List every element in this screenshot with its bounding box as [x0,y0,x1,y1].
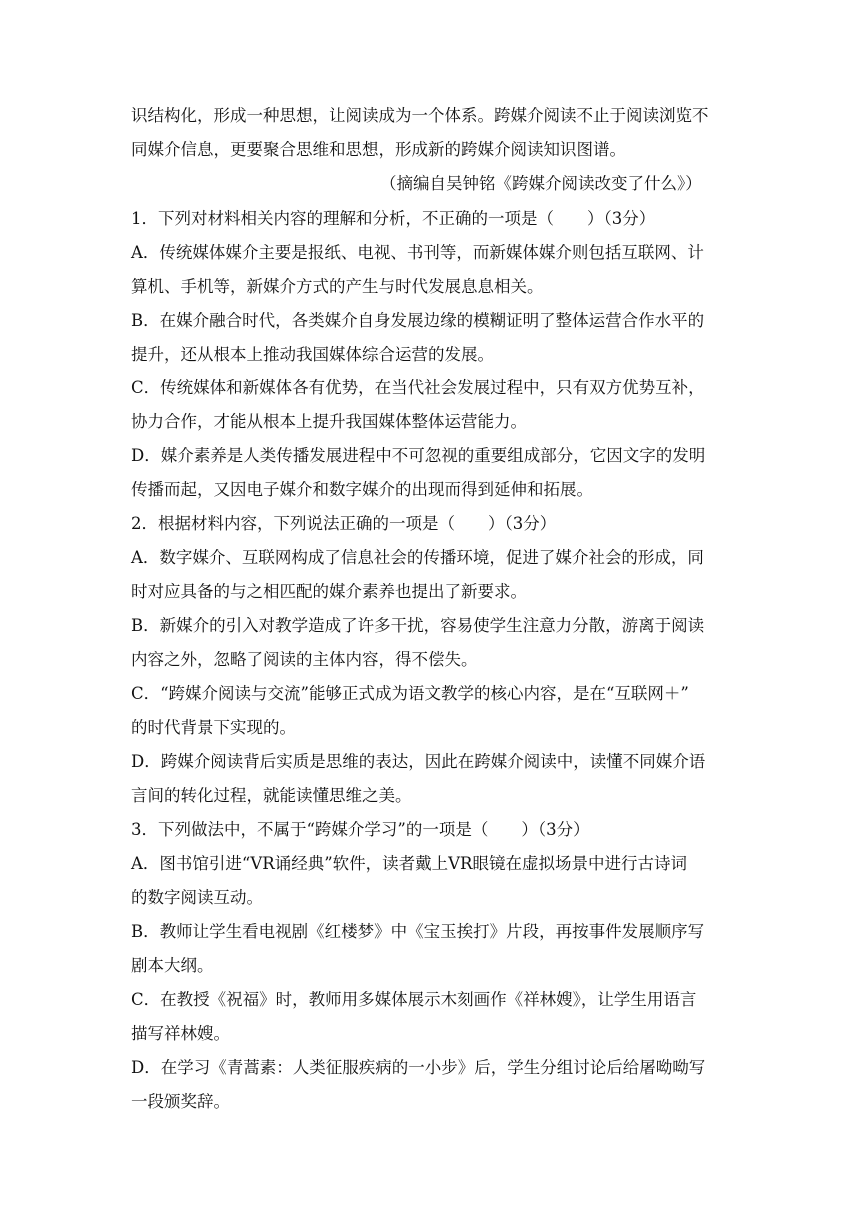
question-1-option-a: 算机、手机等，新媒介方式的产生与时代发展息息相关。 [131,277,544,296]
question-3-option-b: B．教师让学生看电视剧《红楼梦》中《宝玉挨打》片段，再按事件发展顺序写 [131,922,705,941]
intro-line: 同媒介信息，更要聚合思维和思想，形成新的跨媒介阅读知识图谱。 [131,140,626,159]
question-3-stem: 3．下列做法中，不属于“跨媒介学习”的一项是（ ）（3分） [131,820,590,839]
question-3-option-c: 描写祥林嫂。 [131,1024,230,1043]
question-2-option-a: A．数字媒介、互联网构成了信息社会的传播环境，促进了媒介社会的形成，同 [131,548,704,567]
question-1-option-b: B．在媒介融合时代，各类媒介自身发展边缘的模糊证明了整体运营合作水平的 [131,311,705,330]
question-1-option-c: 协力合作，才能从根本上提升我国媒体整体运营能力。 [131,412,527,431]
question-3-option-c: C．在教授《祝福》时，教师用多媒体展示木刻画作《祥林嫂》，让学生用语言 [131,990,697,1009]
question-1-option-d: 传播而起，又因电子媒介和数字媒介的出现而得到延伸和拓展。 [131,480,593,499]
question-1-option-b: 提升，还从根本上推动我国媒体综合运营的发展。 [131,345,494,364]
question-3-option-d: 一段颁奖辞。 [131,1092,230,1111]
question-2-option-d: D．跨媒介阅读背后实质是思维的表达，因此在跨媒介阅读中，读懂不同媒介语 [131,752,706,771]
question-2-option-d: 言间的转化过程，就能读懂思维之美。 [131,786,412,805]
question-3-option-d: D．在学习《青蒿素：人类征服疾病的一小步》后，学生分组讨论后给屠呦呦写 [131,1058,706,1077]
question-3-option-a: A．图书馆引进“VR诵经典”软件，读者戴上VR眼镜在虚拟场景中进行古诗词 [131,854,687,873]
question-1-option-a: A．传统媒体媒介主要是报纸、电视、书刊等，而新媒体媒介则包括互联网、计 [131,243,704,262]
question-3-option-a: 的数字阅读互动。 [131,888,263,907]
question-3-option-b: 剧本大纲。 [131,956,214,975]
question-1-option-c: C．传统媒体和新媒体各有优势，在当代社会发展过程中，只有双方优势互补， [131,378,705,397]
question-1-stem: 1．下列对材料相关内容的理解和分析，不正确的一项是（ ）（3分） [131,209,656,228]
source-citation: （摘编自吴钟铭《跨媒介阅读改变了什么》） [380,174,702,193]
question-2-stem: 2．根据材料内容，下列说法正确的一项是（ ）（3分） [131,514,557,533]
intro-line: 识结构化，形成一种思想，让阅读成为一个体系。跨媒介阅读不止于阅读浏览不 [131,106,709,125]
question-2-option-a: 时对应具备的与之相匹配的媒介素养也提出了新要求。 [131,582,527,601]
question-1-option-d: D．媒介素养是人类传播发展进程中不可忽视的重要组成部分，它因文字的发明 [131,446,706,465]
question-2-option-b: B．新媒介的引入对教学造成了许多干扰，容易使学生注意力分散，游离于阅读 [131,616,705,635]
question-2-option-c: C．“跨媒介阅读与交流”能够正式成为语文教学的核心内容，是在“互联网＋” [131,684,689,703]
question-2-option-b: 内容之外，忽略了阅读的主体内容，得不偿失。 [131,650,478,669]
question-2-option-c: 的时代背景下实现的。 [131,718,296,737]
